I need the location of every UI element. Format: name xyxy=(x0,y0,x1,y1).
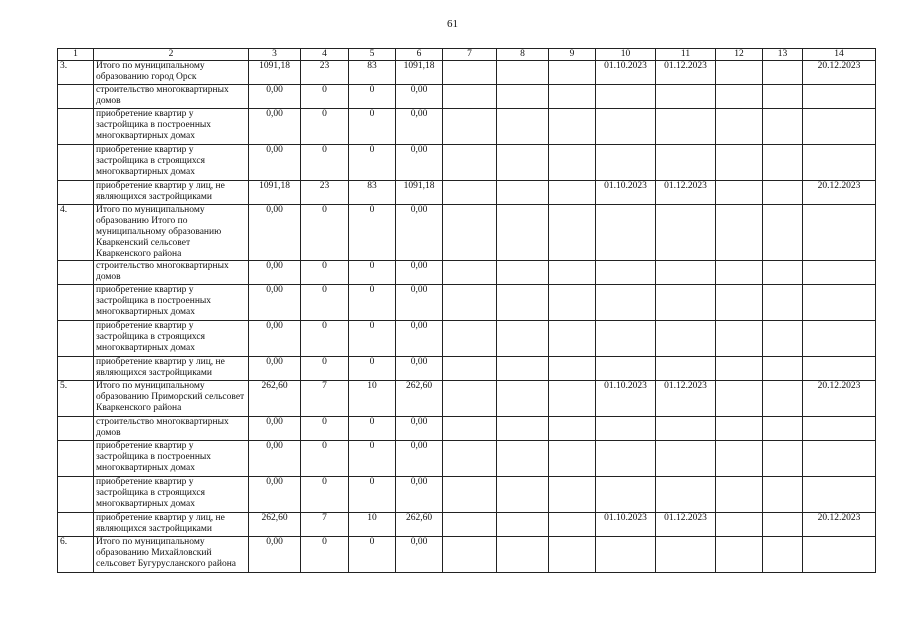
table-cell: 0,00 xyxy=(396,417,443,441)
table-cell: 83 xyxy=(349,181,396,205)
table-cell xyxy=(443,441,497,477)
table-cell: 01.10.2023 xyxy=(596,61,656,85)
table-cell: 0,00 xyxy=(249,357,301,381)
table-cell: 0,00 xyxy=(249,417,301,441)
table-cell xyxy=(443,381,497,417)
table-cell xyxy=(763,417,803,441)
table-cell: 0,00 xyxy=(396,145,443,181)
table-cell xyxy=(656,261,716,285)
table-cell: 0 xyxy=(349,321,396,357)
table-cell: 0,00 xyxy=(249,145,301,181)
table-cell xyxy=(497,381,549,417)
table-cell xyxy=(716,181,763,205)
table-cell: 0,00 xyxy=(396,321,443,357)
table-cell xyxy=(803,205,876,261)
table-cell xyxy=(549,321,596,357)
table-cell: приобретение квартир у лиц, не являющихся застройщиками xyxy=(94,513,249,537)
table-cell: 3. xyxy=(58,61,94,85)
table-cell: Итого по муниципальному образованию Михайловский сельсовет Бугурусланского района xyxy=(94,537,249,573)
table-row xyxy=(58,357,876,381)
table-row xyxy=(58,321,876,357)
table-cell xyxy=(549,61,596,85)
table-cell xyxy=(58,417,94,441)
table-cell xyxy=(763,357,803,381)
table-row xyxy=(58,205,876,261)
table-cell xyxy=(656,357,716,381)
data-table xyxy=(57,48,876,573)
table-cell xyxy=(716,285,763,321)
column-header: 12 xyxy=(716,49,763,61)
table-cell: 5. xyxy=(58,381,94,417)
table-cell xyxy=(443,321,497,357)
table-cell xyxy=(763,285,803,321)
table-cell xyxy=(549,109,596,145)
table-cell: 1091,18 xyxy=(396,61,443,85)
table-cell xyxy=(716,417,763,441)
table-cell: 0,00 xyxy=(396,441,443,477)
table-cell xyxy=(716,85,763,109)
table-cell xyxy=(549,513,596,537)
table-cell xyxy=(549,417,596,441)
table-row xyxy=(58,417,876,441)
table-cell: 6. xyxy=(58,537,94,573)
table-cell xyxy=(443,417,497,441)
table-cell xyxy=(58,261,94,285)
table-cell: 20.12.2023 xyxy=(803,381,876,417)
table-cell xyxy=(58,357,94,381)
table-cell xyxy=(497,417,549,441)
table-cell xyxy=(443,85,497,109)
table-cell xyxy=(596,285,656,321)
table-cell xyxy=(549,85,596,109)
table-cell xyxy=(443,477,497,513)
table-cell xyxy=(656,85,716,109)
table-cell xyxy=(497,537,549,573)
table-cell xyxy=(596,357,656,381)
table-cell: строительство многоквартирных домов xyxy=(94,261,249,285)
table-cell xyxy=(803,109,876,145)
table-cell: 1091,18 xyxy=(249,181,301,205)
table-row xyxy=(58,61,876,85)
table-cell: 0,00 xyxy=(249,85,301,109)
table-cell xyxy=(596,477,656,513)
column-header: 8 xyxy=(497,49,549,61)
table-cell xyxy=(549,537,596,573)
table-cell xyxy=(497,205,549,261)
table-cell xyxy=(497,61,549,85)
table-cell xyxy=(763,261,803,285)
table-cell: 0 xyxy=(349,109,396,145)
table-cell xyxy=(763,381,803,417)
column-header: 6 xyxy=(396,49,443,61)
table-cell: 01.10.2023 xyxy=(596,381,656,417)
column-header: 11 xyxy=(656,49,716,61)
table-cell xyxy=(497,261,549,285)
table-cell xyxy=(656,285,716,321)
table-cell: 0 xyxy=(301,85,349,109)
table-cell xyxy=(656,109,716,145)
table-cell: 1091,18 xyxy=(396,181,443,205)
table-row xyxy=(58,441,876,477)
table-row xyxy=(58,285,876,321)
table-cell xyxy=(497,85,549,109)
table-cell xyxy=(58,321,94,357)
table-cell xyxy=(596,321,656,357)
table-cell xyxy=(656,537,716,573)
table-cell xyxy=(803,145,876,181)
table-cell xyxy=(443,205,497,261)
table-cell xyxy=(497,441,549,477)
table-cell: 0,00 xyxy=(249,537,301,573)
table-cell: Итого по муниципальному образованию город Орск xyxy=(94,61,249,85)
table-cell xyxy=(497,109,549,145)
table-cell: приобретение квартир у застройщика в строящихся многоквартирных домах xyxy=(94,477,249,513)
table-cell: 0,00 xyxy=(396,477,443,513)
table-cell: 01.12.2023 xyxy=(656,381,716,417)
table-cell xyxy=(58,441,94,477)
table-cell xyxy=(596,145,656,181)
table-cell xyxy=(497,285,549,321)
table-cell: 0,00 xyxy=(249,261,301,285)
table-cell: 0,00 xyxy=(396,205,443,261)
table-cell xyxy=(803,85,876,109)
table-cell xyxy=(803,537,876,573)
header-row xyxy=(58,49,876,61)
table-cell xyxy=(549,205,596,261)
table-cell: 262,60 xyxy=(396,513,443,537)
table-cell: 0 xyxy=(349,357,396,381)
table-cell xyxy=(763,321,803,357)
table-cell xyxy=(443,261,497,285)
table-row xyxy=(58,477,876,513)
table-cell xyxy=(443,181,497,205)
table-cell: 0,00 xyxy=(396,261,443,285)
table-cell: 0,00 xyxy=(396,537,443,573)
table-cell: 0,00 xyxy=(396,285,443,321)
table-cell xyxy=(497,145,549,181)
table-cell: 0 xyxy=(349,477,396,513)
table-cell xyxy=(497,321,549,357)
table-cell: 262,60 xyxy=(249,513,301,537)
table-cell: 262,60 xyxy=(396,381,443,417)
table-cell: 20.12.2023 xyxy=(803,181,876,205)
table-cell xyxy=(656,417,716,441)
table-cell: 0 xyxy=(349,537,396,573)
table-cell: 0 xyxy=(301,109,349,145)
table-cell: 0,00 xyxy=(249,109,301,145)
table-cell xyxy=(443,537,497,573)
table-cell xyxy=(716,441,763,477)
column-header: 3 xyxy=(249,49,301,61)
table-cell: 01.12.2023 xyxy=(656,513,716,537)
table-cell xyxy=(58,513,94,537)
table-cell xyxy=(596,85,656,109)
table-cell xyxy=(549,357,596,381)
table-cell: строительство многоквартирных домов xyxy=(94,85,249,109)
table-cell: 0,00 xyxy=(249,321,301,357)
table-cell: 0 xyxy=(301,441,349,477)
table-cell: 01.10.2023 xyxy=(596,513,656,537)
table-cell xyxy=(596,109,656,145)
table-cell xyxy=(763,61,803,85)
table-cell: 7 xyxy=(301,381,349,417)
table-cell xyxy=(549,145,596,181)
table-cell: 0,00 xyxy=(249,285,301,321)
table-cell xyxy=(58,85,94,109)
table-cell: Итого по муниципальному образованию Итого по муниципальному образованию Кваркенский сельсовет Кваркенского района xyxy=(94,205,249,261)
column-header: 7 xyxy=(443,49,497,61)
table-cell xyxy=(58,181,94,205)
table-cell xyxy=(656,321,716,357)
table-cell: 0 xyxy=(301,205,349,261)
table-cell: 7 xyxy=(301,513,349,537)
column-header: 10 xyxy=(596,49,656,61)
table-cell xyxy=(716,477,763,513)
table-cell xyxy=(443,145,497,181)
table-cell xyxy=(716,145,763,181)
table-cell: 0 xyxy=(301,145,349,181)
table-row xyxy=(58,537,876,573)
table-cell xyxy=(763,85,803,109)
table-cell: 0 xyxy=(349,205,396,261)
table-cell xyxy=(497,513,549,537)
table-cell xyxy=(716,109,763,145)
table-cell xyxy=(443,285,497,321)
table-cell: приобретение квартир у застройщика в строящихся многоквартирных домах xyxy=(94,145,249,181)
table-cell xyxy=(716,357,763,381)
table-cell xyxy=(596,441,656,477)
table-cell: 0 xyxy=(301,261,349,285)
table-row xyxy=(58,181,876,205)
table-cell xyxy=(596,261,656,285)
table-cell: приобретение квартир у лиц, не являющихся застройщиками xyxy=(94,357,249,381)
table-cell: 1091,18 xyxy=(249,61,301,85)
table-cell: 01.12.2023 xyxy=(656,61,716,85)
table-cell xyxy=(803,441,876,477)
table-cell: 0,00 xyxy=(396,109,443,145)
table-cell: 0,00 xyxy=(396,85,443,109)
table-cell xyxy=(656,441,716,477)
table-cell: 23 xyxy=(301,61,349,85)
table-cell xyxy=(763,537,803,573)
table-cell xyxy=(443,513,497,537)
table-cell xyxy=(803,357,876,381)
table-cell: 83 xyxy=(349,61,396,85)
table-cell xyxy=(763,181,803,205)
table-cell xyxy=(58,285,94,321)
table-cell xyxy=(596,417,656,441)
table-cell xyxy=(803,285,876,321)
table-cell: 0,00 xyxy=(249,205,301,261)
table-cell xyxy=(596,205,656,261)
table-cell xyxy=(716,381,763,417)
table-cell: 23 xyxy=(301,181,349,205)
table-cell xyxy=(763,109,803,145)
table-cell xyxy=(716,205,763,261)
table-cell: 0,00 xyxy=(249,441,301,477)
table-cell: 0,00 xyxy=(249,477,301,513)
table-row xyxy=(58,109,876,145)
table-row xyxy=(58,261,876,285)
table-cell xyxy=(549,181,596,205)
table-cell xyxy=(716,537,763,573)
table-cell xyxy=(549,381,596,417)
table-cell: 0 xyxy=(301,417,349,441)
table-cell xyxy=(763,513,803,537)
table-cell xyxy=(497,477,549,513)
table-cell: приобретение квартир у застройщика в строящихся многоквартирных домах xyxy=(94,321,249,357)
table-cell xyxy=(549,261,596,285)
table-cell xyxy=(763,145,803,181)
table-cell: Итого по муниципальному образованию Приморский сельсовет Кваркенского района xyxy=(94,381,249,417)
table-cell xyxy=(763,205,803,261)
table-cell xyxy=(549,477,596,513)
table-cell: 0 xyxy=(349,85,396,109)
table-cell xyxy=(716,321,763,357)
table-cell xyxy=(763,441,803,477)
table-cell: 0 xyxy=(349,441,396,477)
table-cell: 262,60 xyxy=(249,381,301,417)
table-row xyxy=(58,145,876,181)
table-cell xyxy=(58,109,94,145)
table-cell: 10 xyxy=(349,513,396,537)
table-cell xyxy=(803,477,876,513)
table-cell: приобретение квартир у застройщика в построенных многоквартирных домах xyxy=(94,109,249,145)
table-cell: 0 xyxy=(301,537,349,573)
table-cell xyxy=(497,357,549,381)
table-cell xyxy=(443,61,497,85)
column-header: 13 xyxy=(763,49,803,61)
table-cell: 0 xyxy=(301,477,349,513)
table-cell xyxy=(497,181,549,205)
table-cell xyxy=(596,537,656,573)
table-cell: 20.12.2023 xyxy=(803,513,876,537)
table-cell xyxy=(443,109,497,145)
table-cell xyxy=(716,61,763,85)
table-cell xyxy=(803,321,876,357)
table-row xyxy=(58,381,876,417)
table-cell xyxy=(716,261,763,285)
table-cell xyxy=(656,145,716,181)
table-cell xyxy=(803,417,876,441)
table-cell xyxy=(58,477,94,513)
table-cell: 4. xyxy=(58,205,94,261)
table-row xyxy=(58,85,876,109)
table-cell xyxy=(763,477,803,513)
table-cell xyxy=(656,477,716,513)
table-cell: 01.10.2023 xyxy=(596,181,656,205)
table-cell xyxy=(803,261,876,285)
column-header: 14 xyxy=(803,49,876,61)
table-cell: 0 xyxy=(301,357,349,381)
table-cell: 0 xyxy=(349,261,396,285)
table-cell: строительство многоквартирных домов xyxy=(94,417,249,441)
table-cell: приобретение квартир у застройщика в построенных многоквартирных домах xyxy=(94,441,249,477)
table-cell xyxy=(716,513,763,537)
column-header: 9 xyxy=(549,49,596,61)
table-cell: 0 xyxy=(301,285,349,321)
table-cell: 01.12.2023 xyxy=(656,181,716,205)
table-cell xyxy=(549,285,596,321)
table-cell xyxy=(58,145,94,181)
column-header: 2 xyxy=(94,49,249,61)
table-cell xyxy=(443,357,497,381)
table-cell xyxy=(549,441,596,477)
column-header: 4 xyxy=(301,49,349,61)
column-header: 1 xyxy=(58,49,94,61)
table-cell: 10 xyxy=(349,381,396,417)
table-cell: 0 xyxy=(349,145,396,181)
column-header: 5 xyxy=(349,49,396,61)
table-cell: 20.12.2023 xyxy=(803,61,876,85)
table-cell: 0 xyxy=(301,321,349,357)
table-cell: приобретение квартир у застройщика в построенных многоквартирных домах xyxy=(94,285,249,321)
table-cell: 0 xyxy=(349,417,396,441)
table-cell: 0 xyxy=(349,285,396,321)
table-cell: приобретение квартир у лиц, не являющихся застройщиками xyxy=(94,181,249,205)
table-row xyxy=(58,513,876,537)
table-cell xyxy=(656,205,716,261)
table-cell: 0,00 xyxy=(396,357,443,381)
page-number: 61 xyxy=(447,18,458,30)
